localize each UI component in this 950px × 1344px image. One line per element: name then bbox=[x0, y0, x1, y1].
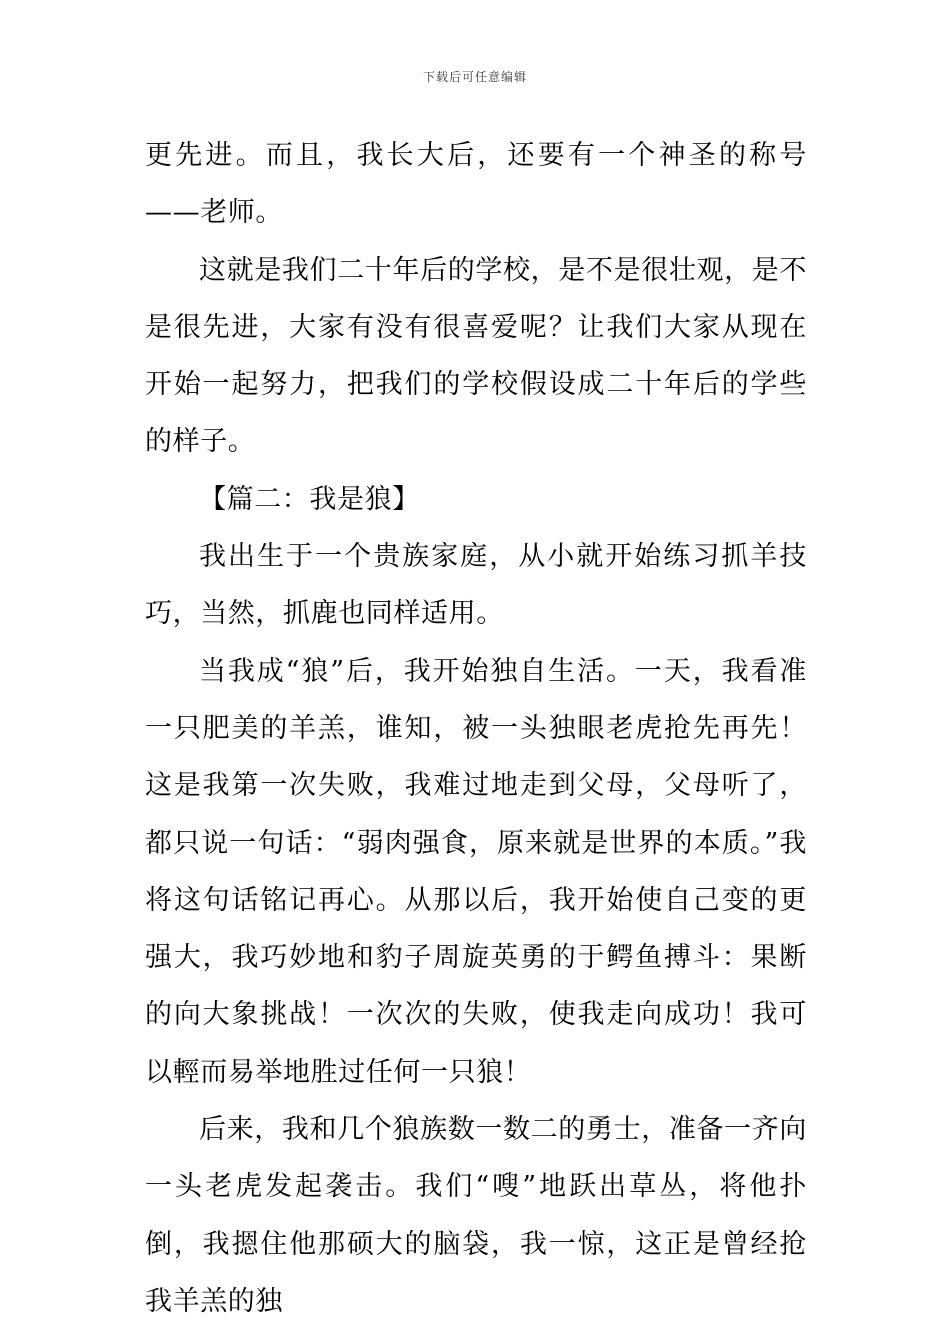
section-heading: 【篇二：我是狼】 bbox=[199, 483, 420, 515]
page-header: 下载后可任意编辑 bbox=[422, 70, 527, 84]
paragraph-2: 这就是我们二十年后的学校，是不是很壮观，是不是很先进，大家有没有很喜爱呢？让我们大家从现在开始一起努力，把我们的学校假设成二十年后的学些的样子。 bbox=[145, 254, 807, 458]
paragraph-4: 当我成“狼”后，我开始独自生活。一天，我看准一只肥美的羊羔，谁知，被一头独眼老虎抢先再先！这是我第一次失败，我难过地走到父母，父母听了，都只说一句话：“弱肉强食，原来就是世界的本质。”我将这句话铭记再心。从那以后，我开始使自己变的更强大，我巧妙地和豹子周旋英勇的于鳄鱼搏斗：果断的向大象挑战！一次次的失败，使我走向成功！我可以輕而易举地胜过任何一只狼！ bbox=[145, 655, 807, 1088]
paragraph-1: 更先进。而且，我长大后，还要有一个神圣的称号——老师。 bbox=[145, 140, 807, 229]
paragraph-3: 我出生于一个贵族家庭，从小就开始练习抓羊技巧，当然，抓鹿也同样适用。 bbox=[145, 541, 807, 630]
document-body bbox=[145, 127, 807, 1330]
paragraph-5: 后来，我和几个狼族数一数二的勇士，准备一齐向一头老虎发起袭击。我们“嗖”地跃出草丛，将他扑倒，我摁住他那硕大的脑袋，我一惊，这正是曾经抢我羊羔的独 bbox=[145, 1114, 807, 1317]
